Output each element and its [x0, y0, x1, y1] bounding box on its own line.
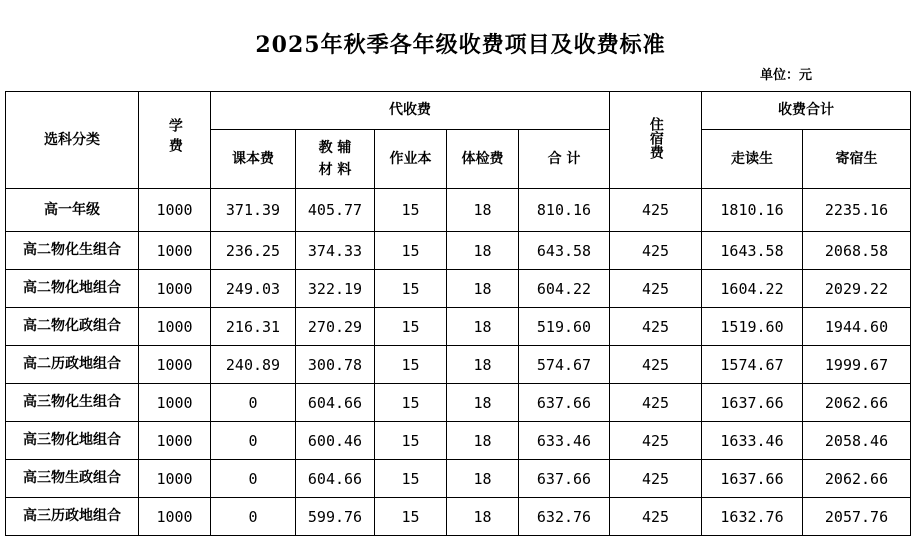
cell-physical: 18: [447, 498, 519, 536]
cell-subtotal: 633.46: [519, 422, 610, 460]
cell-boarding: 2068.58: [803, 232, 911, 270]
cell-category: 高三物生政组合: [6, 460, 139, 498]
table-row: [6, 460, 911, 498]
header-category: 选科分类: [6, 92, 139, 189]
cell-homework: 15: [375, 460, 447, 498]
cell-category: 高三物化地组合: [6, 422, 139, 460]
cell-category: 高二历政地组合: [6, 346, 139, 384]
cell-physical: 18: [447, 308, 519, 346]
cell-physical: 18: [447, 384, 519, 422]
unit-label: 单位：元: [760, 68, 813, 83]
cell-subtotal: 637.66: [519, 460, 610, 498]
cell-dorm: 425: [610, 232, 702, 270]
cell-dorm: 425: [610, 498, 702, 536]
cell-dorm: 425: [610, 422, 702, 460]
cell-homework: 15: [375, 422, 447, 460]
cell-boarding: 2057.76: [803, 498, 911, 536]
cell-textbook: 0: [211, 498, 296, 536]
header-homework: 作业本: [375, 130, 447, 189]
cell-textbook: 216.31: [211, 308, 296, 346]
cell-boarding: 2062.66: [803, 460, 911, 498]
cell-dorm: 425: [610, 346, 702, 384]
cell-day: 1643.58: [702, 232, 803, 270]
cell-day: 1574.67: [702, 346, 803, 384]
cell-subtotal: 810.16: [519, 189, 610, 232]
cell-homework: 15: [375, 308, 447, 346]
cell-day: 1604.22: [702, 270, 803, 308]
cell-physical: 18: [447, 270, 519, 308]
cell-boarding: 1999.67: [803, 346, 911, 384]
cell-subtotal: 643.58: [519, 232, 610, 270]
header-materials-line-2: 材 料: [318, 162, 352, 178]
cell-boarding: 2062.66: [803, 384, 911, 422]
cell-tuition: 1000: [139, 346, 211, 384]
cell-physical: 18: [447, 422, 519, 460]
header-materials: [296, 130, 375, 189]
header-dorm: [610, 92, 702, 189]
cell-tuition: 1000: [139, 270, 211, 308]
cell-materials: 599.76: [296, 498, 375, 536]
cell-dorm: 425: [610, 308, 702, 346]
cell-textbook: 0: [211, 460, 296, 498]
cell-day: 1810.16: [702, 189, 803, 232]
cell-tuition: 1000: [139, 460, 211, 498]
header-dorm-label: 住宿费: [647, 116, 664, 159]
cell-day: 1637.66: [702, 460, 803, 498]
cell-category: 高三历政地组合: [6, 498, 139, 536]
cell-subtotal: 637.66: [519, 384, 610, 422]
cell-tuition: 1000: [139, 189, 211, 232]
table-row: [6, 346, 911, 384]
cell-boarding: 2058.46: [803, 422, 911, 460]
cell-tuition: 1000: [139, 232, 211, 270]
header-subtotal: 合 计: [519, 130, 610, 189]
cell-physical: 18: [447, 346, 519, 384]
table-row: [6, 270, 911, 308]
cell-materials: 322.19: [296, 270, 375, 308]
cell-subtotal: 519.60: [519, 308, 610, 346]
cell-category: 高一年级: [6, 189, 139, 232]
cell-day: 1633.46: [702, 422, 803, 460]
cell-day: 1632.76: [702, 498, 803, 536]
table-row: [6, 498, 911, 536]
cell-textbook: 236.25: [211, 232, 296, 270]
cell-day: 1637.66: [702, 384, 803, 422]
header-row-1: [6, 92, 911, 130]
table-row: [6, 384, 911, 422]
table-row: [6, 189, 911, 232]
cell-homework: 15: [375, 189, 447, 232]
cell-homework: 15: [375, 232, 447, 270]
cell-subtotal: 632.76: [519, 498, 610, 536]
cell-homework: 15: [375, 346, 447, 384]
cell-homework: 15: [375, 270, 447, 308]
cell-category: 高二物化政组合: [6, 308, 139, 346]
table-row: [6, 232, 911, 270]
cell-materials: 600.46: [296, 422, 375, 460]
page-title: 2025年秋季各年级收费项目及收费标准: [255, 32, 666, 58]
header-materials-line-1: 教 辅: [318, 139, 352, 156]
cell-subtotal: 604.22: [519, 270, 610, 308]
cell-textbook: 240.89: [211, 346, 296, 384]
cell-boarding: 2029.22: [803, 270, 911, 308]
cell-textbook: 371.39: [211, 189, 296, 232]
cell-subtotal: 574.67: [519, 346, 610, 384]
cell-homework: 15: [375, 498, 447, 536]
cell-dorm: 425: [610, 460, 702, 498]
header-textbook: 课本费: [211, 130, 296, 189]
cell-materials: 374.33: [296, 232, 375, 270]
header-physical: 体检费: [447, 130, 519, 189]
cell-category: 高二物化地组合: [6, 270, 139, 308]
cell-tuition: 1000: [139, 308, 211, 346]
cell-physical: 18: [447, 232, 519, 270]
cell-tuition: 1000: [139, 384, 211, 422]
cell-tuition: 1000: [139, 422, 211, 460]
header-tuition: [139, 92, 211, 189]
cell-boarding: 2235.16: [803, 189, 911, 232]
cell-materials: 405.77: [296, 189, 375, 232]
cell-physical: 18: [447, 189, 519, 232]
cell-textbook: 0: [211, 384, 296, 422]
header-tuition-label: 学费: [166, 117, 183, 158]
cell-dorm: 425: [610, 384, 702, 422]
cell-tuition: 1000: [139, 498, 211, 536]
cell-dorm: 425: [610, 189, 702, 232]
table-row: [6, 422, 911, 460]
cell-textbook: 0: [211, 422, 296, 460]
header-day: 走读生: [702, 130, 803, 189]
header-agency: 代收费: [211, 92, 610, 130]
header-boarding: 寄宿生: [803, 130, 911, 189]
cell-materials: 270.29: [296, 308, 375, 346]
fee-table: [5, 91, 911, 536]
cell-textbook: 249.03: [211, 270, 296, 308]
header-total: 收费合计: [702, 92, 911, 130]
cell-category: 高三物化生组合: [6, 384, 139, 422]
cell-physical: 18: [447, 460, 519, 498]
cell-materials: 300.78: [296, 346, 375, 384]
cell-materials: 604.66: [296, 384, 375, 422]
cell-materials: 604.66: [296, 460, 375, 498]
cell-homework: 15: [375, 384, 447, 422]
cell-category: 高二物化生组合: [6, 232, 139, 270]
cell-day: 1519.60: [702, 308, 803, 346]
table-row: [6, 308, 911, 346]
cell-boarding: 1944.60: [803, 308, 911, 346]
cell-dorm: 425: [610, 270, 702, 308]
